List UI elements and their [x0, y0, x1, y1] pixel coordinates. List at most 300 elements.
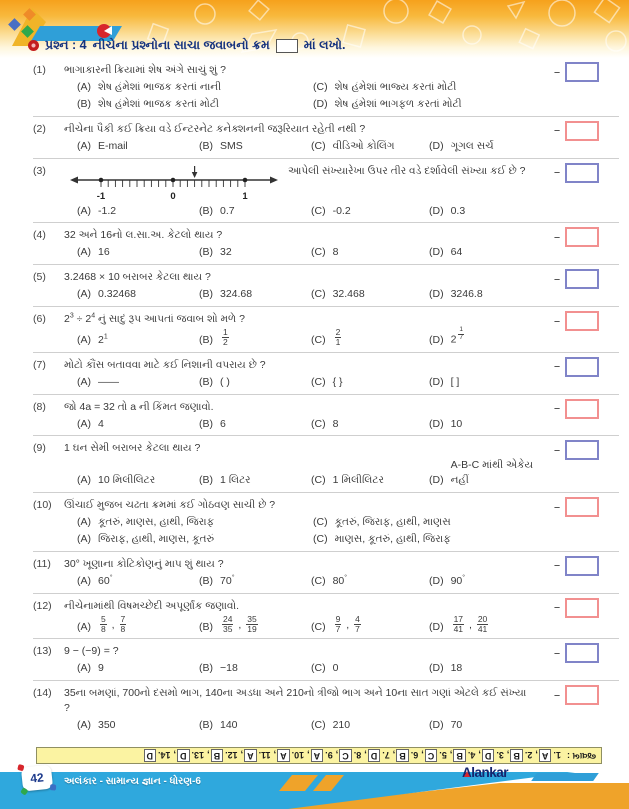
answer-key-qnum: 3.: [496, 750, 504, 761]
option-text: 0.7: [220, 204, 235, 217]
answer-slot: [554, 685, 599, 705]
question-4: [33, 223, 619, 265]
answer-key-separator: ,: [335, 750, 339, 761]
option-D: [429, 326, 549, 348]
answer-key-separator: ,: [478, 750, 481, 761]
answer-dash: –: [554, 688, 560, 701]
inline-answer-box-sample: [276, 39, 298, 53]
option-A: [77, 417, 199, 432]
option-B: [199, 473, 311, 488]
option-label: (C): [311, 620, 326, 633]
answer-key-separator: ,: [207, 750, 210, 761]
question-number: (4): [33, 229, 46, 242]
option-label: (B): [77, 97, 91, 110]
option-B: [199, 245, 311, 260]
question-13: [33, 639, 619, 681]
option-text: E-mail: [98, 139, 128, 152]
option-C: [311, 574, 429, 589]
option-label: (A): [77, 333, 91, 346]
option-label: (A): [77, 620, 91, 633]
option-text: $\frac{5}{8}$ , $\frac{7}{8}$: [101, 613, 126, 634]
answer-key-qnum: 8.: [353, 750, 362, 761]
option-label: (A): [77, 474, 91, 487]
option-D: [429, 661, 549, 676]
option-label: (C): [311, 662, 326, 675]
option-label: (C): [311, 204, 326, 217]
option-B: [77, 97, 313, 112]
option-text: SMS: [220, 139, 243, 152]
answer-input-box-6[interactable]: [565, 311, 599, 331]
option-C: [311, 613, 429, 635]
option-text: 32.468: [332, 288, 365, 301]
answer-key-letter: C: [339, 749, 352, 762]
answer-slot: [554, 227, 599, 247]
section-instruction-post: માં લખો.: [303, 38, 346, 52]
answer-slot: [554, 62, 599, 82]
question-list: [0, 58, 629, 747]
question-10: [33, 493, 619, 552]
option-label: (C): [313, 532, 328, 545]
question-12: [33, 594, 619, 640]
answer-key-letter: B: [453, 749, 466, 762]
answer-dash: –: [554, 314, 560, 327]
badge-dot-blue: [50, 784, 56, 790]
svg-text:0: 0: [170, 190, 176, 202]
option-text: −18: [220, 662, 238, 675]
answer-dash: –: [554, 500, 560, 513]
answer-key-letter: D: [482, 749, 495, 762]
page-number-badge: [21, 764, 53, 791]
option-text: ——: [98, 375, 119, 388]
option-label: (C): [311, 474, 326, 487]
option-label: (C): [311, 417, 326, 430]
question-number: (2): [33, 122, 46, 135]
option-text: 18: [450, 662, 463, 675]
question-number: (3): [33, 164, 46, 177]
option-C: [313, 532, 549, 547]
answer-key-separator: ,: [392, 750, 396, 761]
answer-dash: –: [554, 272, 560, 285]
answer-key-letter: A: [311, 749, 324, 762]
answer-dash: –: [554, 443, 560, 456]
page-header: [0, 0, 629, 58]
option-text: શેષ હંમેશાં ભાજક કરતાં મોટી: [98, 97, 220, 110]
option-text: 350: [98, 719, 116, 732]
option-text: 90°: [450, 574, 466, 587]
option-label: (A): [77, 532, 91, 545]
answer-key-separator: ,: [273, 750, 277, 761]
answer-key-separator: ,: [421, 750, 424, 761]
option-text: માણસ, કૂતરું, હાથી, જિરાફ: [334, 532, 451, 545]
book-title: અલંકાર - સામાન્ય જ્ઞાન - ધોરણ-6: [64, 776, 201, 787]
question-text: મોટો કૌંસ બતાવવા માટે કઈ નિશાની વપરાય છે ?: [64, 358, 266, 371]
answer-key-letter: A: [539, 749, 552, 762]
option-B: [199, 204, 311, 219]
question-5: [33, 265, 619, 307]
option-B: [199, 375, 311, 390]
question-number: (13): [33, 645, 52, 658]
option-text: 9: [98, 662, 104, 675]
option-B: [199, 326, 311, 348]
option-text: 16: [98, 246, 110, 259]
answer-key-separator: ,: [535, 750, 538, 761]
option-text: -1.2: [98, 204, 117, 217]
answer-input-box-14[interactable]: [565, 685, 599, 705]
answer-dash: –: [554, 559, 560, 572]
section-title: [28, 38, 345, 53]
question-text: 30° ખૂણાના કોટિકોણનું માપ શું થાય ?: [64, 557, 224, 570]
question-11: [33, 552, 619, 594]
option-text: 10 મિલીલિટર: [98, 474, 156, 487]
question-number: (5): [33, 271, 46, 284]
answer-key-qnum: 5.: [439, 750, 447, 761]
answer-slot: [554, 357, 599, 377]
option-label: (B): [199, 139, 213, 152]
answer-input-box-12[interactable]: [565, 598, 599, 618]
option-A: [77, 718, 199, 733]
answer-key-letter: B: [396, 749, 409, 762]
option-label: (D): [429, 662, 444, 675]
question-3: [33, 159, 619, 224]
option-text: 70°: [220, 574, 235, 587]
answer-dash: –: [554, 230, 560, 243]
option-text: 10: [450, 417, 463, 430]
option-text: $\frac{1}{2}$: [223, 326, 228, 347]
option-label: (B): [199, 204, 213, 217]
answer-slot: [554, 121, 599, 141]
option-C: [311, 139, 429, 154]
answer-input-box-5[interactable]: [565, 269, 599, 289]
option-A: [77, 80, 313, 95]
option-D: [429, 417, 549, 432]
option-A: [77, 287, 199, 302]
option-B: [199, 574, 311, 589]
question-text: 35ના બમણાં, 700નો દસમો ભાગ, 140ના અડધા અને 210નો ત્રીજો ભાગ અને 10ના સાત ગણાં એટલે કઈ સંખ્યા ?: [64, 687, 527, 715]
question-text: આપેલી સંખ્યારેખા ઉપર તીર વડે દર્શાવેલી સંખ્યા કઈ છે ?: [288, 164, 526, 177]
option-text: 64: [450, 246, 463, 259]
question-6: [33, 307, 619, 353]
option-label: (B): [199, 719, 213, 732]
option-label: (A): [77, 417, 91, 430]
option-label: (C): [311, 719, 326, 732]
option-label: (C): [313, 80, 328, 93]
answer-dash: –: [554, 601, 560, 614]
option-B: [199, 718, 311, 733]
answer-key-letter: D: [368, 749, 381, 762]
answer-input-box-7[interactable]: [565, 357, 599, 377]
option-A: [77, 204, 199, 219]
option-C: [313, 515, 549, 530]
option-text: 1 મિલીલિટર: [332, 474, 384, 487]
option-label: (A): [77, 574, 91, 587]
brand-logo: [462, 764, 508, 782]
option-text: $\frac{9}{7}$ , $\frac{4}{7}$: [335, 613, 360, 634]
question-text: 9 − (−9) = ?: [64, 645, 119, 658]
answer-key-qnum: 11.: [258, 750, 271, 761]
number-line-figure: [68, 164, 280, 202]
answer-dash: –: [554, 166, 560, 179]
answer-key-qnum: 1.: [553, 750, 561, 761]
option-label: (B): [199, 662, 213, 675]
option-label: (D): [429, 474, 444, 487]
option-label: (B): [199, 620, 213, 633]
option-label: (C): [313, 516, 328, 529]
answer-key-separator: ,: [307, 750, 310, 761]
option-label: (A): [77, 80, 91, 93]
option-text: 2 $^{\frac{1}{7}}$: [450, 326, 464, 346]
option-label: (D): [429, 204, 444, 217]
question-number: (10): [33, 499, 52, 512]
answer-key-qnum: 7.: [382, 750, 390, 761]
answer-slot: [554, 643, 599, 663]
option-text: વીડિઓ કોલિંગ: [332, 139, 395, 152]
answer-input-box-9[interactable]: [565, 440, 599, 460]
option-text: $2^1$: [98, 333, 108, 346]
option-A: [77, 139, 199, 154]
option-D: [313, 97, 549, 112]
question-9: [33, 436, 619, 493]
answer-key-qnum: 14.: [158, 750, 171, 761]
answer-slot: [554, 556, 599, 576]
answer-key-letter: A: [277, 749, 290, 762]
question-text: 32 અને 16નો લ.સા.અ. કેટલો થાય ?: [64, 229, 223, 242]
option-text: 3246.8: [450, 288, 483, 301]
option-D: [429, 139, 549, 154]
answer-key-letter: D: [144, 749, 157, 762]
option-A: [77, 661, 199, 676]
answer-key-letter: D: [177, 749, 190, 762]
option-text: 140: [220, 719, 238, 732]
option-text: 4: [98, 417, 104, 430]
option-label: (B): [199, 288, 213, 301]
option-label: (C): [311, 333, 326, 346]
question-text: નીચેના પૈકી કઈ ક્રિયા વડે ઈન્ટરનેટ કનેક્શનની જરૂરિયાત રહેતી નથી ?: [64, 122, 366, 135]
option-label: (A): [77, 662, 91, 675]
option-B: [199, 661, 311, 676]
option-text: 324.68: [220, 288, 253, 301]
badge-dot-red: [17, 764, 24, 771]
question-number: (14): [33, 687, 52, 700]
option-text: 0.3: [450, 204, 466, 217]
option-label: (B): [199, 417, 213, 430]
section-bullet-icon: [28, 40, 39, 51]
answer-dash: –: [554, 646, 560, 659]
answer-slot: [554, 440, 599, 460]
option-B: [199, 613, 311, 635]
option-text: કૂતરું, માણસ, હાથી, જિરાફ: [98, 516, 215, 529]
answer-slot: [554, 399, 599, 419]
answer-key-qnum: 2.: [524, 750, 533, 761]
question-number: (1): [33, 64, 46, 76]
question-number: (8): [33, 400, 46, 413]
option-D: [429, 375, 549, 390]
option-label: (A): [77, 375, 91, 388]
option-D: [429, 245, 549, 260]
answer-slot: [554, 163, 599, 183]
option-label: (D): [429, 288, 444, 301]
question-number: (9): [33, 442, 46, 455]
option-label: (A): [77, 139, 91, 152]
question-number: (6): [33, 313, 46, 326]
option-D: [429, 287, 549, 302]
option-text: 8: [332, 417, 339, 430]
option-label: (B): [199, 333, 213, 346]
option-text: 0: [332, 662, 339, 675]
option-D: [429, 204, 549, 219]
option-label: (A): [77, 204, 91, 217]
option-label: (D): [429, 139, 444, 152]
option-C: [311, 326, 429, 348]
question-8: [33, 395, 619, 437]
option-label: (D): [429, 375, 444, 388]
option-text: $\frac{17}{41}$ , $\frac{20}{41}$: [453, 613, 488, 634]
section-question-label: પ્રશ્ન : 4: [45, 38, 87, 52]
option-A: [77, 515, 313, 530]
answer-key-qnum: 4.: [467, 750, 476, 761]
option-D: [429, 613, 549, 635]
option-C: [311, 661, 429, 676]
option-C: [311, 718, 429, 733]
answer-key-separator: ,: [240, 750, 244, 761]
option-label: (D): [429, 417, 444, 430]
question-14: [33, 681, 619, 737]
option-label: (D): [429, 719, 444, 732]
option-text: કૂતરું, જિરાફ, હાથી, માણસ: [334, 516, 451, 529]
question-number: (11): [33, 557, 51, 570]
option-D: [429, 718, 549, 733]
answer-dash: –: [554, 360, 560, 373]
answer-input-box-11[interactable]: [565, 556, 599, 576]
question-text: $2^3 \div 2^4$ નું સાદું રૂપ આપતાં જવાબ શો મળે ?: [64, 312, 245, 326]
answer-slot: [554, 497, 599, 517]
option-A: [77, 245, 199, 260]
option-label: (B): [199, 375, 213, 388]
answer-slot: [554, 311, 599, 331]
question-text: જો 4a = 32 તો a ની કિંમત જણાવો.: [64, 400, 214, 413]
answer-key-letter: C: [425, 749, 438, 762]
answer-input-box-3[interactable]: [565, 163, 599, 183]
section-instruction-pre: નીચેના પ્રશ્નોના સાચા જવાબનો ક્રમ: [92, 38, 270, 52]
answer-key-qnum: 10.: [291, 750, 305, 761]
option-text: 1 લિટર: [220, 474, 251, 487]
option-B: [199, 417, 311, 432]
option-label: (A): [77, 246, 91, 259]
option-D: [429, 574, 549, 589]
option-label: (C): [311, 574, 326, 587]
option-label: (A): [77, 288, 91, 301]
answer-input-box-13[interactable]: [565, 643, 599, 663]
answer-key-qnum: 6.: [410, 750, 419, 761]
option-text: [ ]: [450, 375, 460, 388]
option-text: $\frac{2}{1}$: [335, 326, 341, 347]
option-text: $\frac{24}{35}$ , $\frac{35}{19}$: [223, 613, 257, 634]
svg-text:1: 1: [242, 190, 248, 202]
option-C: [313, 80, 549, 95]
question-text: 3.2468 × 10 બરાબર કેટલા થાય ?: [64, 271, 211, 284]
answer-key-separator: ,: [173, 750, 177, 761]
question-text: નીચેનામાંથી વિષમચ્છેદી અપૂર્ણાંક જણાવો.: [64, 599, 240, 612]
question-number: (12): [33, 599, 52, 612]
option-C: [311, 417, 429, 432]
option-label: (D): [429, 574, 444, 587]
answer-key-prefix: જવાબ :: [566, 751, 596, 761]
option-label: (B): [199, 474, 213, 487]
brand-swoosh-icon: [531, 773, 599, 781]
option-C: [311, 204, 429, 219]
question-text: 1 ઘન સેમી બરાબર કેટલા થાય ?: [64, 442, 201, 455]
option-A: [77, 613, 199, 635]
option-C: [311, 287, 429, 302]
option-text: A-B-C માંથી એકેય નહીં: [450, 459, 534, 487]
option-B: [199, 287, 311, 302]
option-text: 32: [220, 246, 232, 259]
option-label: (C): [311, 139, 326, 152]
option-A: [77, 473, 199, 488]
option-D: [429, 458, 549, 488]
option-label: (D): [429, 246, 444, 259]
option-text: શેષ હંમેશાં ભાજક કરતાં નાની: [98, 80, 222, 93]
option-A: [77, 532, 313, 547]
option-C: [311, 473, 429, 488]
option-B: [199, 139, 311, 154]
answer-slot: [554, 598, 599, 618]
answer-slot: [554, 269, 599, 289]
answer-key-qnum: 12.: [225, 750, 238, 761]
answer-key-strip: [36, 747, 602, 764]
answer-dash: –: [554, 124, 560, 137]
option-text: 8: [332, 246, 339, 259]
option-text: 80°: [332, 574, 348, 587]
option-C: [311, 245, 429, 260]
option-label: (A): [77, 719, 91, 732]
option-text: ( ): [220, 375, 230, 388]
option-label: (C): [311, 375, 326, 388]
option-label: (B): [199, 246, 213, 259]
answer-input-box-10[interactable]: [565, 497, 599, 517]
option-text: 210: [332, 719, 351, 732]
answer-key-letter: B: [510, 749, 523, 762]
option-text: 60°: [98, 574, 113, 587]
brand-triangle-icon: [464, 771, 470, 777]
answer-dash: –: [554, 402, 560, 415]
answer-input-box-4[interactable]: [565, 227, 599, 247]
question-7: [33, 353, 619, 395]
option-label: (C): [311, 288, 326, 301]
question-2: [33, 117, 619, 159]
option-text: શેષ હંમેશાં ભાજ્ય કરતાં મોટી: [334, 80, 457, 93]
answer-dash: –: [554, 65, 560, 78]
option-text: ગૂગલ સર્ચ: [450, 139, 494, 152]
brand-name: Alankar: [462, 765, 509, 780]
question-text: ભાગાકારની ક્રિયામાં શેષ અંગે સાચું શું ?: [64, 64, 227, 76]
answer-input-box-2[interactable]: [565, 121, 599, 141]
answer-input-box-1[interactable]: [565, 62, 599, 82]
option-A: [77, 333, 199, 348]
answer-key-letter: A: [244, 749, 257, 762]
option-text: 70: [450, 719, 463, 732]
answer-key-qnum: 13.: [191, 750, 205, 761]
answer-input-box-8[interactable]: [565, 399, 599, 419]
option-label: (C): [311, 246, 326, 259]
option-C: [311, 375, 429, 390]
option-label: (D): [429, 620, 444, 633]
answer-key-separator: ,: [506, 750, 510, 761]
option-label: (D): [313, 97, 328, 110]
option-label: (D): [429, 333, 444, 346]
option-text: જિરાફ, હાથી, માણસ, કૂતરું: [98, 532, 215, 545]
question-1: [33, 58, 619, 117]
option-A: [77, 574, 199, 589]
